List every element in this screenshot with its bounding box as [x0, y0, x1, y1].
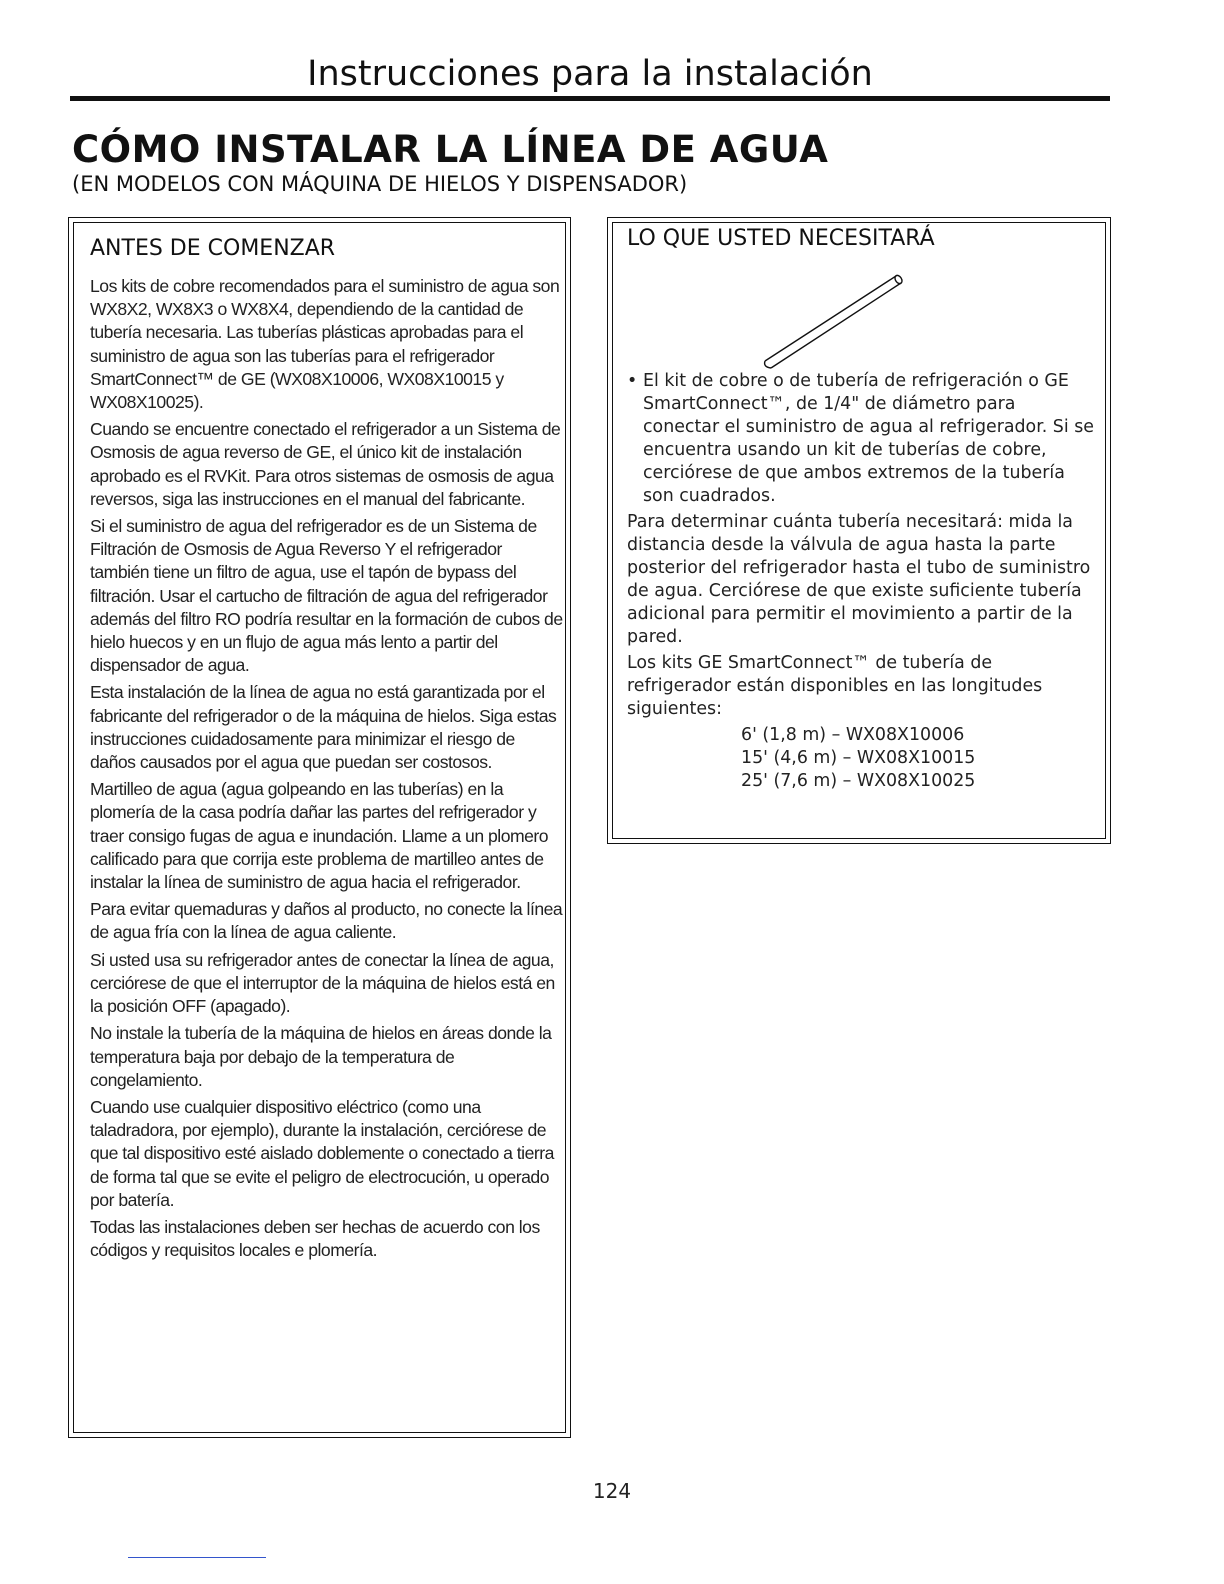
- page-number: 124: [592, 1479, 632, 1503]
- kit-length-item: 6' (1,8 m) – WX08X10006: [741, 725, 965, 745]
- before-start-paragraph: Cuando se encuentre conectado el refrigerador a un Sistema de Osmosis de agua reverso de GE, el único kit de instalación aprobado es el RVKit. Para otros sistemas de osmosis de agua reversos, siga las instrucciones en el manual del fabricante.: [90, 419, 561, 509]
- kit-length-item: 15' (4,6 m) – WX08X10015: [741, 748, 976, 768]
- what-you-need-paragraph: Para determinar cuánta tubería necesitará: mida la distancia desde la válvula de agua hasta la parte posterior del refrigerador hasta el tubo de suministro de agua. Cerciórese de que existe suficiente tubería adicional para permitir el movimiento a partir de la pared.: [627, 512, 1091, 647]
- kit-length-item: 25' (7,6 m) – WX08X10025: [741, 771, 976, 791]
- before-start-paragraph: Esta instalación de la línea de agua no está garantizada por el fabricante del refrigerador o de la máquina de hielos. Siga estas instrucciones cuidadosamente para minimizar el riesgo de daños causados por el agua que puedan ser costosos.: [90, 682, 557, 773]
- before-start-paragraph: Para evitar quemaduras y daños al producto, no conecte la línea de agua fría con la línea de agua caliente.: [90, 899, 563, 943]
- before-start-paragraph: Todas las instalaciones deben ser hechas de acuerdo con los códigos y requisitos locales e plomería.: [90, 1216, 540, 1261]
- before-start-paragraph: Martilleo de agua (agua golpeando en las tuberías) en la plomería de la casa podría dañar las partes del refrigerador y traer consigo fugas de agua e inundación. Llame a un plomero calificado para que corrija este problema de martilleo antes de instalar la línea de suministro de agua hacia el refrigerador.: [90, 779, 549, 893]
- what-you-need-text: [627, 370, 1097, 793]
- before-start-paragraph: Cuando use cualquier dispositivo eléctrico (como una taladradora, por ejemplo), durante la instalación, cerciórese de que tal dispositivo esté aislado doblemente o conectado a tierra de forma tal que se evite el peligro de electrocución, u operado por batería.: [90, 1096, 554, 1210]
- header-rule: [70, 96, 1110, 101]
- what-you-need-heading: LO QUE USTED NECESITARÁ: [627, 226, 935, 251]
- before-start-text: [90, 275, 564, 1266]
- tube-icon: [755, 265, 915, 375]
- section-subtitle: (EN MODELOS CON MÁQUINA DE HIELOS Y DISPENSADOR): [72, 172, 688, 196]
- before-start-paragraph: Los kits de cobre recomendados para el suministro de agua son WX8X2, WX8X3 o WX8X4, dependiendo de la cantidad de tubería necesaria. Las tuberías plásticas aprobadas para el suministro de agua son las tuberías para el refrigerador SmartConnect™ de GE (WX08X10006, WX08X10015 y WX08X10025).: [90, 276, 560, 413]
- bullet-symbol: •: [627, 371, 638, 391]
- before-start-heading: ANTES DE COMENZAR: [90, 236, 336, 261]
- before-start-paragraph: Si usted usa su refrigerador antes de conectar la línea de agua, cerciórese de que el interruptor de la máquina de hielos está en la posición OFF (apagado).: [90, 949, 555, 1017]
- footer-rule: [128, 1557, 266, 1558]
- what-you-need-paragraph: Los kits GE SmartConnect™ de tubería de refrigerador están disponibles en las longitudes siguientes:: [627, 653, 1043, 719]
- section-title: CÓMO INSTALAR LA LÍNEA DE AGUA: [72, 128, 829, 171]
- tubing-kit-bullet: [627, 370, 1097, 508]
- before-start-paragraph: No instale la tubería de la máquina de hielos en áreas donde la temperatura baja por debajo de la temperatura de congelamiento.: [90, 1023, 552, 1090]
- tubing-kit-bullet-text: El kit de cobre o de tubería de refrigeración o GE SmartConnect™, de 1/4" de diámetro para conectar el suministro de agua al refrigerador. Si se encuentra usando un kit de tuberías de cobre, cerciórese de que ambos extremos de la tubería son cuadrados.: [643, 371, 1094, 506]
- page-header-title: Instrucciones para la instalación: [307, 54, 873, 94]
- kit-lengths-list: [741, 724, 1097, 793]
- before-start-paragraph: Si el suministro de agua del refrigerador es de un Sistema de Filtración de Osmosis de Agua Reverso Y el refrigerador también tiene un filtro de agua, use el tapón de bypass del filtración. Usar el cartucho de filtración de agua del refrigerador además del filtro RO podría resultar en la formación de cubos de hielo huecos y en un flujo de agua más lento a partir del dispensador de agua.: [90, 516, 563, 676]
